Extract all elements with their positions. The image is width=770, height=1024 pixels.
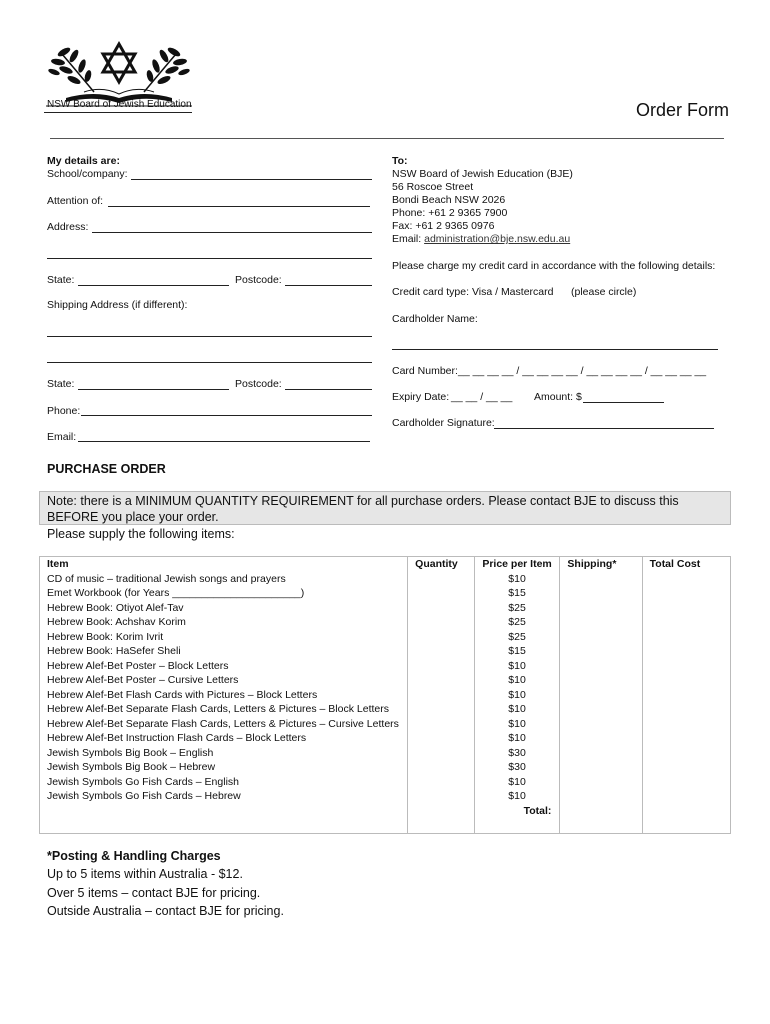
item-shipping-cell[interactable] (560, 760, 642, 775)
table-row (40, 615, 731, 630)
item-shipping-cell[interactable] (560, 688, 642, 703)
item-quantity-cell[interactable] (408, 644, 475, 659)
state-label: State: (47, 274, 75, 286)
postcode2-label: Postcode: (235, 378, 282, 390)
shipping-label: Shipping Address (if different): (47, 299, 188, 311)
to-email-label: Email: (392, 233, 422, 245)
table-row (40, 572, 731, 587)
item-price: $15 (474, 644, 560, 659)
item-price: $10 (474, 688, 560, 703)
table-row (40, 630, 731, 645)
item-name: Hebrew Book: Otiyot Alef-Tav (47, 601, 184, 614)
school-label: School/company: (47, 168, 128, 180)
item-shipping-cell[interactable] (560, 601, 642, 616)
logo-underline (44, 112, 192, 113)
cardholder-name-label: Cardholder Name: (392, 313, 478, 325)
item-price: $10 (474, 775, 560, 790)
item-shipping-cell[interactable] (560, 731, 642, 746)
address-label: Address: (47, 221, 89, 233)
item-name: Emet Workbook (for Years ______________________) (47, 587, 305, 599)
item-name: Jewish Symbols Go Fish Cards – Hebrew (47, 790, 241, 802)
item-price: $10 (474, 702, 560, 717)
address-field-2[interactable] (47, 258, 372, 259)
item-total-cell[interactable] (642, 702, 730, 717)
to-fax: Fax: +61 2 9365 0976 (392, 220, 495, 232)
expiry-field[interactable]: __ __ / __ __ (451, 391, 513, 403)
address-field[interactable] (92, 232, 372, 233)
amount-field[interactable] (583, 402, 664, 403)
item-price: $30 (474, 760, 560, 775)
email-field[interactable] (78, 441, 370, 442)
attention-field[interactable] (108, 206, 370, 207)
table-header-row (40, 557, 731, 572)
item-name: Jewish Symbols Big Book – Hebrew (47, 761, 216, 773)
item-quantity-cell[interactable] (408, 775, 475, 790)
table-bottom-padding (40, 818, 731, 833)
item-total-cell[interactable] (642, 775, 730, 790)
item-name: Hebrew Book: HaSefer Sheli (47, 645, 181, 657)
item-total-cell[interactable] (642, 717, 730, 732)
item-total-cell[interactable] (642, 746, 730, 761)
total-shipping-cell[interactable] (560, 804, 642, 819)
table-row (40, 601, 731, 616)
my-details-heading: My details are: (47, 155, 120, 167)
to-heading: To: (392, 155, 408, 167)
item-total-cell[interactable] (642, 601, 730, 616)
item-price: $10 (474, 717, 560, 732)
item-shipping-cell[interactable] (560, 717, 642, 732)
please-circle: (please circle) (571, 286, 637, 298)
item-shipping-cell[interactable] (560, 659, 642, 674)
item-quantity-cell[interactable] (408, 615, 475, 630)
handling-line1: Up to 5 items within Australia - $12. (47, 867, 243, 881)
item-quantity-cell[interactable] (408, 760, 475, 775)
item-total-cell[interactable] (642, 789, 730, 804)
item-quantity-cell[interactable] (408, 746, 475, 761)
postcode-label: Postcode: (235, 274, 282, 286)
item-price: $10 (474, 673, 560, 688)
item-quantity-cell[interactable] (408, 630, 475, 645)
item-shipping-cell[interactable] (560, 673, 642, 688)
page-title: Order Form (636, 100, 730, 120)
item-shipping-cell[interactable] (560, 572, 642, 587)
card-number-label: Card Number: (392, 365, 458, 377)
to-email-row (392, 233, 570, 245)
table-row (40, 644, 731, 659)
item-price: $10 (474, 731, 560, 746)
item-shipping-cell[interactable] (560, 630, 642, 645)
item-total-cell[interactable] (642, 688, 730, 703)
item-price: $25 (474, 601, 560, 616)
item-name: Hebrew Alef-Bet Flash Cards with Pictures – Block Letters (47, 688, 318, 701)
table-row (40, 789, 731, 804)
col-shipping: Shipping* (560, 557, 642, 572)
to-phone: Phone: +61 2 9365 7900 (392, 207, 508, 219)
table-row (40, 760, 731, 775)
item-shipping-cell[interactable] (560, 586, 642, 601)
table-row (40, 731, 731, 746)
purchase-heading: PURCHASE ORDER (47, 462, 166, 476)
item-price: $10 (474, 659, 560, 674)
phone-field[interactable] (81, 415, 372, 416)
to-line3: Bondi Beach NSW 2026 (392, 194, 506, 206)
total-row (40, 804, 731, 819)
item-name: Jewish Symbols Big Book – English (47, 746, 214, 759)
charge-text: Please charge my credit card in accordance with the following details: (392, 260, 716, 272)
item-quantity-cell[interactable] (408, 717, 475, 732)
total-cost-cell[interactable] (642, 804, 730, 819)
item-quantity-cell[interactable] (408, 673, 475, 688)
table-row (40, 702, 731, 717)
item-name: Hebrew Alef-Bet Separate Flash Cards, Letters & Pictures – Cursive Letters (47, 717, 399, 730)
table-row (40, 746, 731, 761)
item-name: Hebrew Alef-Bet Instruction Flash Cards – Block Letters (47, 732, 307, 744)
item-price: $10 (474, 572, 560, 587)
item-price: $25 (474, 630, 560, 645)
to-line1: NSW Board of Jewish Education (BJE) (392, 168, 573, 180)
item-total-cell[interactable] (642, 731, 730, 746)
item-total-cell[interactable] (642, 615, 730, 630)
supply-text: Please supply the following items: (47, 527, 235, 541)
items-table (39, 556, 731, 834)
signature-field[interactable] (494, 428, 714, 429)
state-field[interactable] (78, 285, 229, 286)
state2-field[interactable] (78, 389, 229, 390)
header-rule (50, 138, 724, 139)
item-quantity-cell[interactable] (408, 572, 475, 587)
handling-line2: Over 5 items – contact BJE for pricing. (47, 886, 261, 900)
item-shipping-cell[interactable] (560, 775, 642, 790)
signature-label: Cardholder Signature: (392, 417, 495, 429)
item-name: Hebrew Alef-Bet Poster – Block Letters (47, 659, 229, 672)
item-name: CD of music – traditional Jewish songs and prayers (47, 572, 286, 585)
shipping-field-2[interactable] (47, 362, 372, 363)
item-total-cell[interactable] (642, 586, 730, 601)
col-quantity: Quantity (408, 557, 475, 572)
item-quantity-cell[interactable] (408, 601, 475, 616)
table-row (40, 586, 731, 601)
item-total-cell[interactable] (642, 630, 730, 645)
table-row (40, 775, 731, 790)
table-row (40, 659, 731, 674)
to-line2: 56 Roscoe Street (392, 181, 474, 193)
item-total-cell[interactable] (642, 644, 730, 659)
item-quantity-cell[interactable] (408, 702, 475, 717)
item-shipping-cell[interactable] (560, 746, 642, 761)
handling-heading: *Posting & Handling Charges (47, 849, 221, 863)
amount-label: Amount: $ (534, 391, 582, 403)
email-label: Email: (47, 431, 77, 443)
shipping-field-1[interactable] (47, 336, 372, 337)
item-total-cell[interactable] (642, 659, 730, 674)
table-row (40, 688, 731, 703)
expiry-label: Expiry Date: (392, 391, 450, 403)
item-quantity-cell[interactable] (408, 731, 475, 746)
school-field[interactable] (131, 179, 372, 180)
min-quantity-note: Note: there is a MINIMUM QUANTITY REQUIREMENT for all purchase orders. Please contact BJE to discuss this BEFORE you place your order. (39, 491, 731, 525)
item-quantity-cell[interactable] (408, 586, 475, 601)
postcode2-field[interactable] (285, 389, 372, 390)
handling-line3: Outside Australia – contact BJE for pricing. (47, 904, 284, 918)
card-number-field[interactable]: __ __ __ __ / __ __ __ __ / __ __ __ __ / __ __ __ __ (458, 365, 707, 377)
item-price: $10 (474, 789, 560, 804)
col-price: Price per Item (474, 557, 560, 572)
attention-label: Attention of: (47, 195, 104, 207)
org-name: NSW Board of Jewish Education (47, 99, 192, 110)
item-name: Hebrew Alef-Bet Separate Flash Cards, Letters & Pictures – Block Letters (47, 703, 389, 715)
table-row (40, 673, 731, 688)
item-total-cell[interactable] (642, 673, 730, 688)
col-total: Total Cost (642, 557, 730, 572)
col-item: Item (47, 558, 69, 570)
item-price: $15 (474, 586, 560, 601)
total-label: Total: (474, 804, 560, 819)
item-shipping-cell[interactable] (560, 702, 642, 717)
item-quantity-cell[interactable] (408, 688, 475, 703)
item-quantity-cell[interactable] (408, 659, 475, 674)
item-shipping-cell[interactable] (560, 615, 642, 630)
item-quantity-cell[interactable] (408, 789, 475, 804)
card-type: Credit card type: Visa / Mastercard (392, 286, 554, 298)
state2-label: State: (47, 378, 75, 390)
phone-label: Phone: (47, 405, 81, 417)
item-total-cell[interactable] (642, 572, 730, 587)
to-email-link[interactable]: administration@bje.nsw.edu.au (424, 233, 571, 245)
item-shipping-cell[interactable] (560, 789, 642, 804)
item-name: Hebrew Book: Korim Ivrit (47, 630, 164, 643)
item-price: $25 (474, 615, 560, 630)
item-name: Jewish Symbols Go Fish Cards – English (47, 775, 239, 788)
item-price: $30 (474, 746, 560, 761)
item-name: Hebrew Book: Achshav Korim (47, 616, 186, 628)
table-row (40, 717, 731, 732)
item-shipping-cell[interactable] (560, 644, 642, 659)
postcode-field[interactable] (285, 285, 372, 286)
item-name: Hebrew Alef-Bet Poster – Cursive Letters (47, 674, 239, 686)
item-total-cell[interactable] (642, 760, 730, 775)
cardholder-name-field[interactable] (392, 349, 718, 350)
